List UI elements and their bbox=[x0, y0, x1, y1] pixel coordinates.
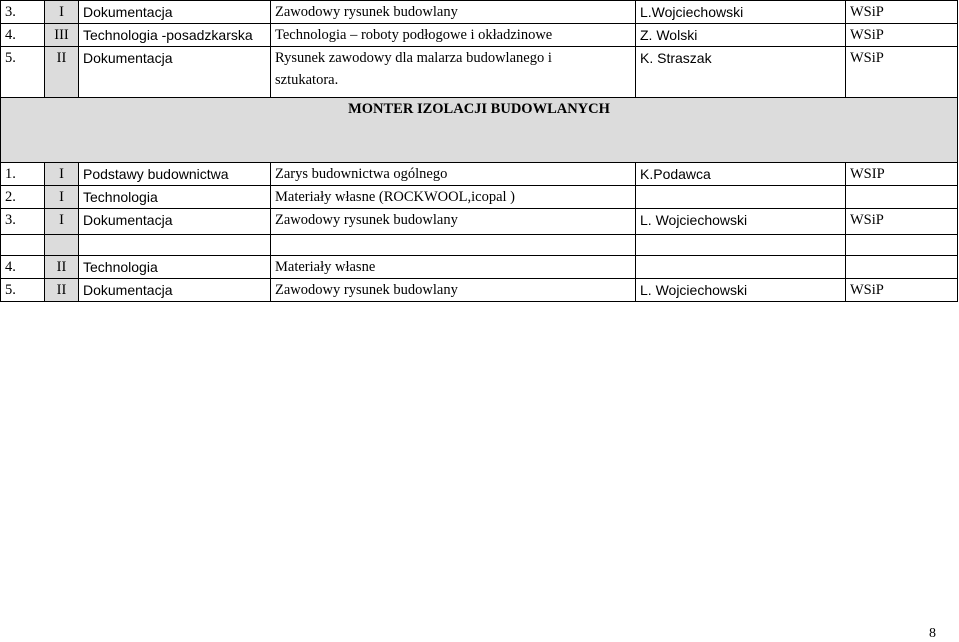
row-number: 5. bbox=[1, 47, 45, 98]
title-cell: Technologia – roboty podłogowe i okładzinowe bbox=[271, 24, 636, 47]
level-cell: I bbox=[45, 1, 79, 24]
table-row bbox=[1, 256, 958, 279]
subject-cell: Technologia bbox=[79, 186, 271, 209]
row-number: 2. bbox=[1, 186, 45, 209]
section-header-row bbox=[1, 98, 958, 163]
table-row bbox=[1, 1, 958, 24]
table-row bbox=[1, 279, 958, 302]
table-row bbox=[1, 186, 958, 209]
level-cell: II bbox=[45, 47, 79, 98]
author-cell: L. Wojciechowski bbox=[636, 209, 846, 235]
publisher-cell: WSiP bbox=[846, 279, 958, 302]
title-line-1: Rysunek zawodowy dla malarza budowlanego i bbox=[275, 50, 552, 66]
spacer-cell bbox=[79, 235, 271, 256]
table-row bbox=[1, 47, 958, 98]
title-cell: Zawodowy rysunek budowlany bbox=[271, 279, 636, 302]
spacer-cell bbox=[636, 235, 846, 256]
publisher-cell: WSiP bbox=[846, 1, 958, 24]
author-cell: Z. Wolski bbox=[636, 24, 846, 47]
publisher-cell: WSIP bbox=[846, 163, 958, 186]
spacer-cell bbox=[846, 235, 958, 256]
subject-cell: Dokumentacja bbox=[79, 279, 271, 302]
level-cell: II bbox=[45, 256, 79, 279]
title-cell: Materiały własne (ROCKWOOL,icopal ) bbox=[271, 186, 636, 209]
spacer-cell bbox=[45, 235, 79, 256]
row-number: 4. bbox=[1, 256, 45, 279]
title-cell: Zarys budownictwa ogólnego bbox=[271, 163, 636, 186]
title-cell: Materiały własne bbox=[271, 256, 636, 279]
publisher-cell bbox=[846, 256, 958, 279]
section-title: MONTER IZOLACJI BUDOWLANYCH bbox=[1, 98, 958, 163]
table-row bbox=[1, 209, 958, 235]
publisher-cell: WSiP bbox=[846, 24, 958, 47]
spacer-cell bbox=[1, 235, 45, 256]
author-cell: L. Wojciechowski bbox=[636, 279, 846, 302]
title-cell: Zawodowy rysunek budowlany bbox=[271, 1, 636, 24]
author-cell bbox=[636, 256, 846, 279]
table-row bbox=[1, 24, 958, 47]
level-cell: I bbox=[45, 186, 79, 209]
textbook-table bbox=[0, 0, 958, 302]
subject-cell: Dokumentacja bbox=[79, 1, 271, 24]
subject-cell: Technologia -posadzkarska bbox=[79, 24, 271, 47]
subject-cell: Dokumentacja bbox=[79, 47, 271, 98]
page-number: 8 bbox=[929, 626, 936, 641]
spacer-cell bbox=[271, 235, 636, 256]
level-cell: III bbox=[45, 24, 79, 47]
row-number: 3. bbox=[1, 1, 45, 24]
publisher-cell: WSiP bbox=[846, 209, 958, 235]
level-cell: I bbox=[45, 163, 79, 186]
author-cell: K.Podawca bbox=[636, 163, 846, 186]
subject-cell: Podstawy budownictwa bbox=[79, 163, 271, 186]
author-cell bbox=[636, 186, 846, 209]
row-number: 1. bbox=[1, 163, 45, 186]
author-cell: L.Wojciechowski bbox=[636, 1, 846, 24]
row-number: 4. bbox=[1, 24, 45, 47]
row-number: 5. bbox=[1, 279, 45, 302]
row-number: 3. bbox=[1, 209, 45, 235]
publisher-cell: WSiP bbox=[846, 47, 958, 98]
title-line-2: sztukatora. bbox=[275, 72, 339, 88]
subject-cell: Technologia bbox=[79, 256, 271, 279]
title-cell bbox=[271, 47, 636, 98]
table-row bbox=[1, 163, 958, 186]
publisher-cell bbox=[846, 186, 958, 209]
author-cell: K. Straszak bbox=[636, 47, 846, 98]
subject-cell: Dokumentacja bbox=[79, 209, 271, 235]
title-cell: Zawodowy rysunek budowlany bbox=[271, 209, 636, 235]
spacer-row bbox=[1, 235, 958, 256]
level-cell: II bbox=[45, 279, 79, 302]
level-cell: I bbox=[45, 209, 79, 235]
